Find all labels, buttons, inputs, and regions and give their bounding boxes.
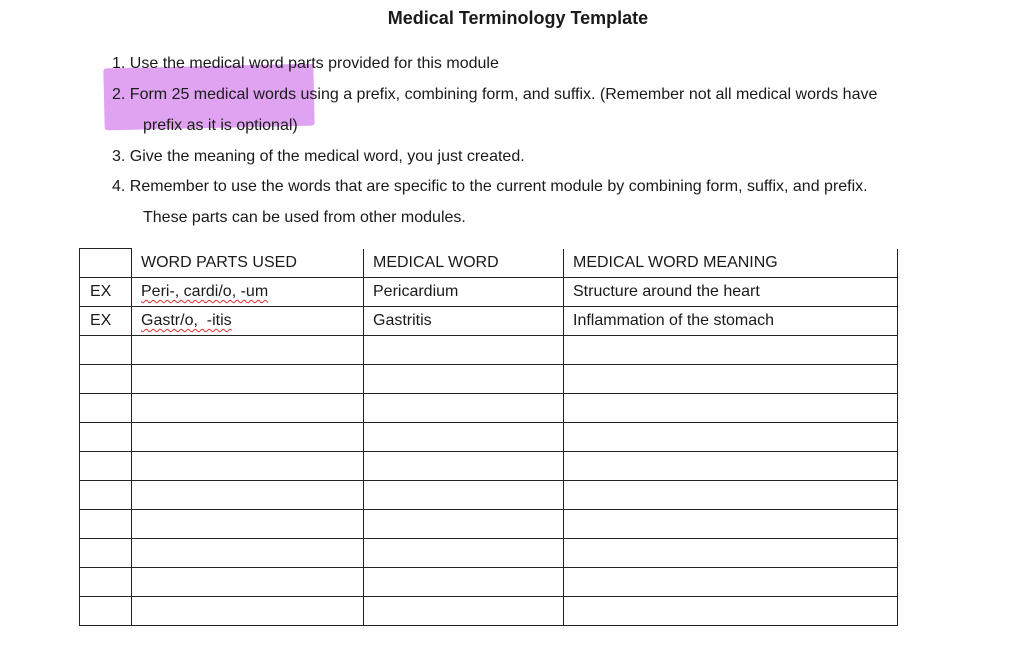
medical-word-cell[interactable] <box>364 539 564 568</box>
row-label-cell[interactable]: EX <box>80 307 132 336</box>
medical-word-cell[interactable] <box>364 510 564 539</box>
instruction-4-continued: These parts can be used from other modules. <box>143 209 466 226</box>
table-row <box>80 568 898 597</box>
row-label-cell[interactable] <box>80 481 132 510</box>
word-parts-cell[interactable] <box>132 336 364 365</box>
table-row <box>80 597 898 626</box>
row-label-cell[interactable]: EX <box>80 278 132 307</box>
table-header-row <box>80 249 898 278</box>
word-parts-text: Gastr/o, -itis <box>141 312 232 329</box>
row-label-cell[interactable] <box>80 597 132 626</box>
row-label-cell[interactable] <box>80 423 132 452</box>
meaning-cell[interactable] <box>564 568 898 597</box>
medical-word-cell[interactable] <box>364 423 564 452</box>
word-parts-cell[interactable] <box>132 452 364 481</box>
word-parts-text: Peri-, cardi/o, -um <box>141 283 269 300</box>
header-cell <box>80 249 132 278</box>
instruction-3: 3. Give the meaning of the medical word, you just created. <box>112 148 525 165</box>
row-label-cell[interactable] <box>80 568 132 597</box>
word-parts-cell[interactable] <box>132 365 364 394</box>
table-row <box>80 539 898 568</box>
row-label-cell[interactable] <box>80 510 132 539</box>
meaning-cell[interactable] <box>564 452 898 481</box>
medical-word-cell[interactable] <box>364 365 564 394</box>
meaning-cell[interactable] <box>564 539 898 568</box>
word-parts-cell[interactable] <box>132 539 364 568</box>
word-parts-cell[interactable] <box>132 510 364 539</box>
document-title: Medical Terminology Template <box>387 8 649 28</box>
medical-word-cell[interactable]: Pericardium <box>364 278 564 307</box>
header-cell-word-parts: WORD PARTS USED <box>132 249 364 278</box>
header-cell-meaning: MEDICAL WORD MEANING <box>564 249 898 278</box>
header-cell-medical-word: MEDICAL WORD <box>364 249 564 278</box>
instruction-list <box>0 0 1036 240</box>
meaning-cell[interactable]: Inflammation of the stomach <box>564 307 898 336</box>
table-row <box>80 278 898 307</box>
meaning-cell[interactable] <box>564 597 898 626</box>
medical-word-cell[interactable] <box>364 336 564 365</box>
word-parts-cell[interactable] <box>132 568 364 597</box>
meaning-cell[interactable] <box>564 510 898 539</box>
instruction-4: 4. Remember to use the words that are specific to the current module by combining form, suffix, and prefix. <box>112 178 868 195</box>
table-row <box>80 510 898 539</box>
table-row <box>80 336 898 365</box>
word-parts-cell[interactable] <box>132 394 364 423</box>
medical-word-cell[interactable] <box>364 394 564 423</box>
meaning-cell[interactable] <box>564 481 898 510</box>
table-row <box>80 423 898 452</box>
medical-word-cell[interactable] <box>364 568 564 597</box>
word-parts-cell[interactable] <box>132 481 364 510</box>
row-label-cell[interactable] <box>80 452 132 481</box>
row-label-cell[interactable] <box>80 336 132 365</box>
instruction-2-continued: prefix as it is optional) <box>143 117 298 134</box>
meaning-cell[interactable]: Structure around the heart <box>564 278 898 307</box>
terminology-table <box>79 248 898 626</box>
instruction-2: 2. Form 25 medical words using a prefix, combining form, and suffix. (Remember not all medical words have <box>112 86 878 103</box>
instruction-1: 1. Use the medical word parts provided for this module <box>112 55 499 72</box>
word-parts-cell[interactable] <box>132 597 364 626</box>
meaning-cell[interactable] <box>564 394 898 423</box>
table-row <box>80 394 898 423</box>
meaning-cell[interactable] <box>564 423 898 452</box>
word-parts-cell[interactable] <box>132 423 364 452</box>
medical-word-cell[interactable] <box>364 452 564 481</box>
word-parts-cell[interactable] <box>132 307 364 336</box>
row-label-cell[interactable] <box>80 365 132 394</box>
meaning-cell[interactable] <box>564 336 898 365</box>
table-row <box>80 481 898 510</box>
table-row <box>80 365 898 394</box>
word-parts-cell[interactable] <box>132 278 364 307</box>
table-row <box>80 307 898 336</box>
medical-word-cell[interactable]: Gastritis <box>364 307 564 336</box>
medical-word-cell[interactable] <box>364 481 564 510</box>
row-label-cell[interactable] <box>80 539 132 568</box>
row-label-cell[interactable] <box>80 394 132 423</box>
table-row <box>80 452 898 481</box>
medical-word-cell[interactable] <box>364 597 564 626</box>
meaning-cell[interactable] <box>564 365 898 394</box>
